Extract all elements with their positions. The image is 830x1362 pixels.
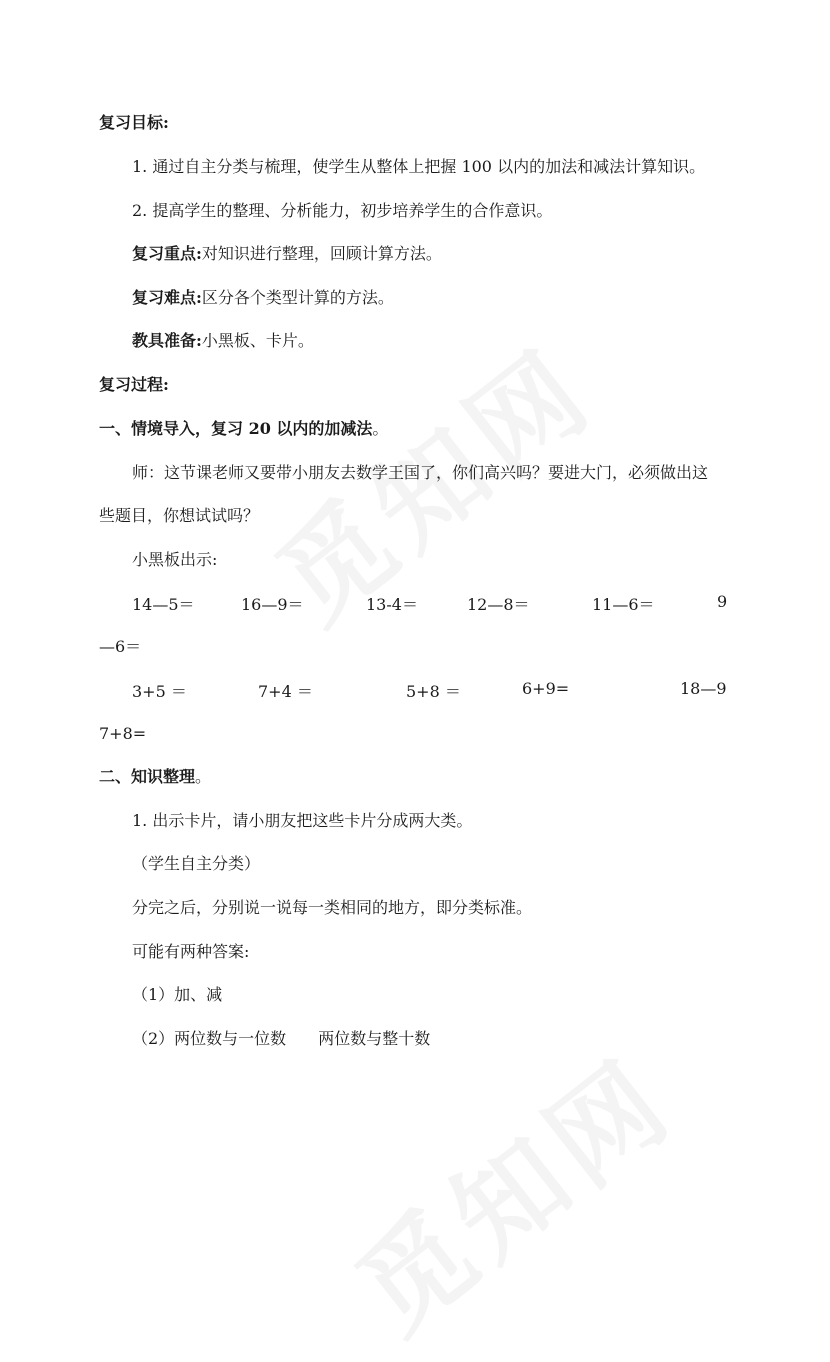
equation: 6+9= bbox=[522, 679, 570, 698]
section2-item-1: 1. 出示卡片，请小朋友把这些卡片分成两大类。 bbox=[132, 811, 473, 830]
difficulty bbox=[132, 287, 394, 309]
key-point-label: 复习重点: bbox=[132, 244, 202, 263]
section1-heading-text: 一、情境导入，复习 20 以内的加减法 bbox=[99, 419, 373, 438]
section2-heading-tail: 。 bbox=[195, 767, 212, 786]
section1-heading bbox=[99, 418, 388, 440]
answers-label: 可能有两种答案: bbox=[132, 942, 250, 961]
tools bbox=[132, 330, 314, 352]
equation-row-2-wrap: 7+8= bbox=[99, 724, 147, 743]
section2-heading-text: 二、知识整理 bbox=[99, 767, 196, 786]
teacher-line-2: 些题目，你想试试吗？ bbox=[99, 506, 260, 525]
answer-1: （1）加、减 bbox=[132, 985, 223, 1004]
goal-item-1: 1. 通过自主分类与梳理，使学生从整体上把握 100 以内的加法和减法计算知识。 bbox=[132, 157, 706, 176]
board-label: 小黑板出示: bbox=[132, 550, 218, 569]
equation: 12—8＝ bbox=[467, 595, 530, 614]
process-heading: 复习过程: bbox=[99, 375, 169, 394]
equation: 7+4 ＝ bbox=[258, 682, 313, 701]
equation-row-1-wrap: —6＝ bbox=[99, 637, 142, 656]
section1-heading-tail: 。 bbox=[372, 419, 389, 438]
key-point-text: 对知识进行整理，回顾计算方法。 bbox=[201, 244, 442, 263]
key-point bbox=[132, 243, 442, 265]
equation: 14—5＝ bbox=[132, 595, 195, 614]
section2-note: （学生自主分类） bbox=[132, 854, 261, 873]
section2-heading bbox=[99, 766, 211, 788]
equation: 9 bbox=[717, 592, 728, 611]
equation: 18—9 bbox=[680, 679, 727, 698]
equation: 5+8 ＝ bbox=[406, 682, 461, 701]
goal-item-2: 2. 提高学生的整理、分析能力，初步培养学生的合作意识。 bbox=[132, 201, 553, 220]
answer-2 bbox=[132, 1028, 430, 1050]
equation: 11—6＝ bbox=[592, 595, 655, 614]
answer-2b: 两位数与整十数 bbox=[318, 1029, 431, 1048]
watermark-bottom bbox=[320, 1016, 701, 1362]
answer-2a: （2）两位数与一位数 bbox=[132, 1029, 287, 1048]
equation: 3+5 ＝ bbox=[132, 682, 187, 701]
tools-text: 小黑板、卡片。 bbox=[201, 331, 314, 350]
difficulty-label: 复习难点: bbox=[132, 288, 202, 307]
goal-heading: 复习目标: bbox=[99, 113, 169, 132]
section2-after: 分完之后，分别说一说每一类相同的地方，即分类标准。 bbox=[132, 898, 533, 917]
teacher-line-1: 师：这节课老师又要带小朋友去数学王国了，你们高兴吗？要进大门，必须做出这 bbox=[132, 463, 709, 482]
difficulty-text: 区分各个类型计算的方法。 bbox=[201, 288, 394, 307]
equation: 16—9＝ bbox=[241, 595, 304, 614]
tools-label: 教具准备: bbox=[132, 331, 202, 350]
equation: 13-4＝ bbox=[366, 595, 418, 614]
